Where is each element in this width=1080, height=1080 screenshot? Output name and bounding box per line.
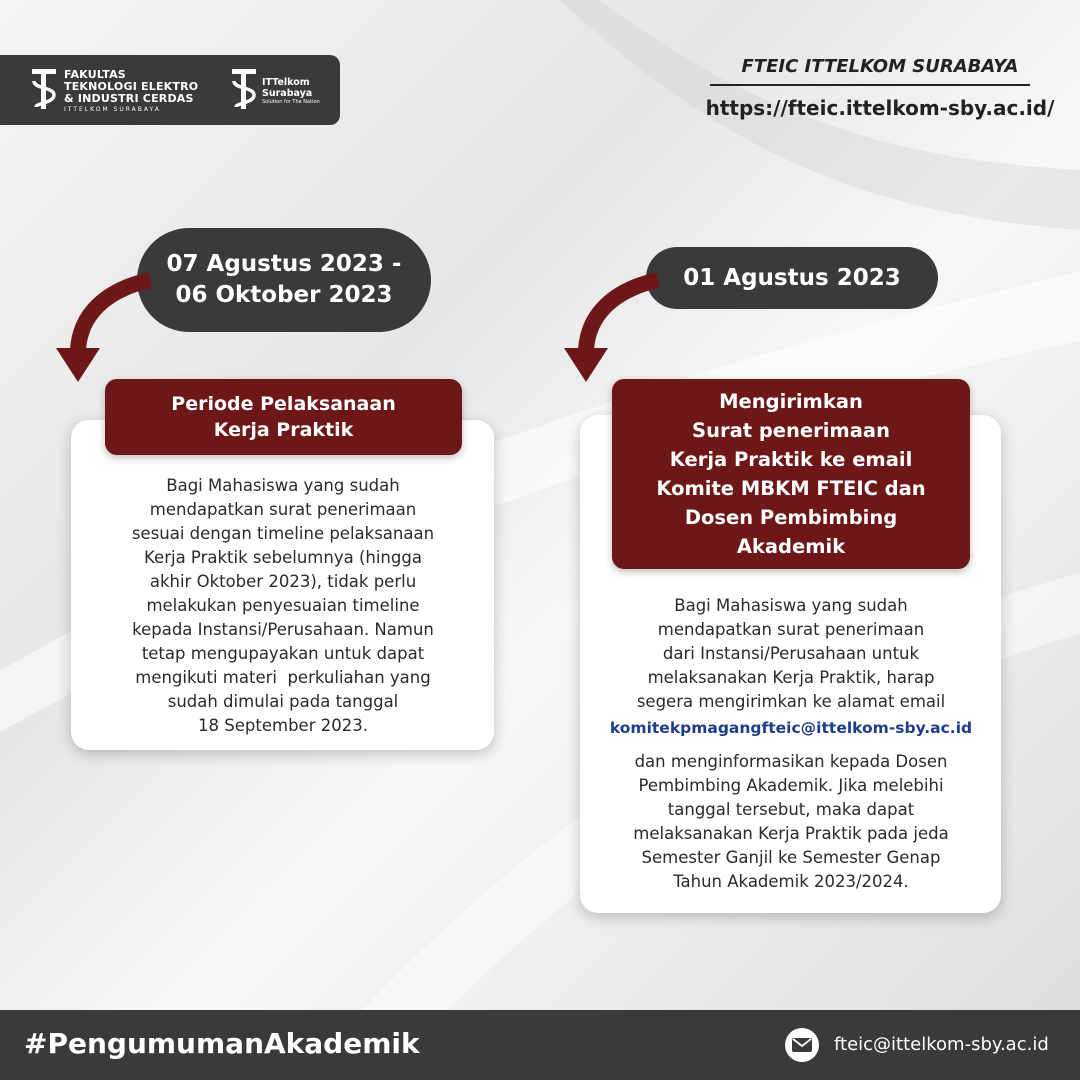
mail-icon (785, 1028, 819, 1062)
site-name: FTEIC ITTELKOM SURABAYA (741, 56, 1019, 77)
ittelkom-logo-icon (230, 67, 258, 113)
curved-arrow-icon (50, 270, 160, 390)
committee-email-link[interactable]: komitekpmagangfteic@ittelkom-sby.ac.id (609, 719, 973, 737)
card-body-right-continued: dan menginformasikan kepada Dosen Pembimbing Akademik. Jika melebihi tanggal tersebut, maka dapat melaksanakan Kerja Praktik pada jeda Semester Ganjil ke Semester Genap Tahun Akademik 2023/2024. (633, 752, 949, 891)
site-url[interactable]: https://fteic.ittelkom-sby.ac.id/ (705, 96, 1055, 120)
hashtag[interactable]: #PengumumanAkademik (24, 1027, 420, 1060)
ittelkom-tagline: Solution for The Nation (262, 99, 320, 105)
curved-arrow-icon (558, 270, 668, 390)
faculty-name: FAKULTAS TEKNOLOGI ELEKTRO & INDUSTRI CERDAS (64, 68, 199, 105)
date-pill-left (137, 228, 431, 332)
card-title-left: Periode Pelaksanaan Kerja Praktik (105, 379, 462, 455)
card-title-right: Mengirimkan Surat penerimaan Kerja Praktik ke email Komite MBKM FTEIC dan Dosen Pembimbing Akademik (612, 379, 970, 569)
date-pill-right: 01 Agustus 2023 (646, 247, 938, 309)
card-body-right: Bagi Mahasiswa yang sudah mendapatkan surat penerimaan dari Instansi/Perusahaan untuk melaksanakan Kerja Praktik, harap segera mengirimkan ke alamat email (636, 596, 946, 711)
ittelkom-name: ITTelkom Surabaya (262, 77, 313, 99)
divider (710, 84, 1030, 86)
university-logo-icon (30, 67, 58, 113)
footer-email[interactable]: fteic@ittelkom-sby.ac.id (834, 1034, 1049, 1055)
date-line: 06 Oktober 2023 (175, 282, 393, 308)
faculty-subtitle: ITTELKOM SURABAYA (64, 106, 161, 113)
footer-bar (0, 1010, 1080, 1080)
date-line: 07 Agustus 2023 - (166, 251, 402, 277)
card-body-left: Bagi Mahasiswa yang sudah mendapatkan surat penerimaan sesuai dengan timeline pelaksanaan Kerja Praktik sebelumnya (hingga akhir Oktober 2023), tidak perlu melakukan penyesuaian timeline kepada Instansi/Perusahaan. Namun tetap mengupayakan untuk dapat mengikuti materi perkuliahan yang sudah dimulai pada tanggal 18 September 2023. (131, 476, 435, 735)
logo-bar (0, 55, 340, 125)
